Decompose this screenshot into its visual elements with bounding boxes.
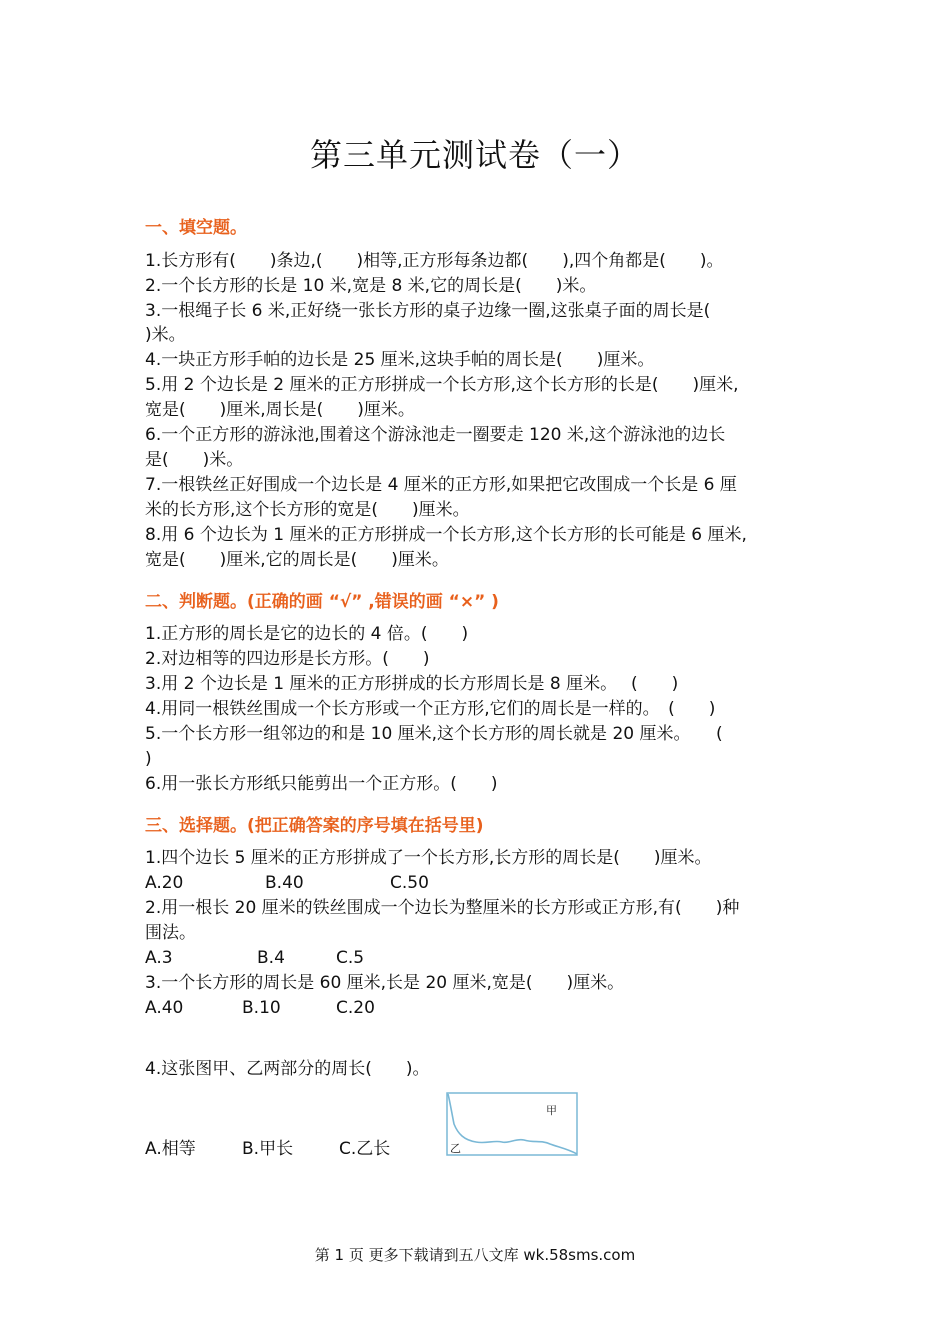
question-line: 2.一个长方形的长是 10 米,宽是 8 米,它的周长是( )米。	[145, 276, 597, 296]
perimeter-figure	[446, 1092, 578, 1156]
option-a: A.相等	[145, 1139, 196, 1159]
option-a: A.40	[145, 998, 184, 1018]
option-a: A.3	[145, 948, 173, 968]
question-line: 7.一根铁丝正好围成一个边长是 4 厘米的正方形,如果把它改围成一个长是 6 厘	[145, 475, 737, 495]
option-c: C.乙长	[339, 1139, 391, 1159]
question-line: 6.一个正方形的游泳池,围着这个游泳池走一圈要走 120 米,这个游泳池的边长	[145, 425, 726, 445]
option-b: B.40	[265, 873, 304, 893]
label-yi: 乙	[450, 1142, 461, 1155]
page-footer: 第 1 页 更多下载请到五八文库 wk.58sms.com	[314, 1246, 636, 1264]
question-line: 宽是( )厘米,周长是( )厘米。	[145, 400, 415, 420]
question-line: 5.用 2 个边长是 2 厘米的正方形拼成一个长方形,这个长方形的长是( )厘米,	[145, 375, 739, 395]
question-line: 是( )米。	[145, 450, 244, 470]
option-c: C.50	[390, 873, 429, 893]
page-title: 第三单元测试卷（一）	[309, 136, 640, 174]
question-line: 1.长方形有( )条边,( )相等,正方形每条边都( ),四个角都是( )。	[145, 251, 724, 271]
question-line: 3.一根绳子长 6 米,正好绕一张长方形的桌子边缘一圈,这张桌子面的周长是(	[145, 301, 711, 321]
question-line: 4.这张图甲、乙两部分的周长( )。	[145, 1059, 430, 1079]
question-line: 8.用 6 个边长为 1 厘米的正方形拼成一个长方形,这个长方形的长可能是 6 厘米,	[145, 525, 747, 545]
label-jia: 甲	[546, 1104, 557, 1117]
question-line: 2.对边相等的四边形是长方形。( )	[145, 649, 430, 669]
option-c: C.20	[336, 998, 375, 1018]
question-line: )	[145, 749, 152, 769]
section-heading-multiple-choice: 三、选择题。(把正确答案的序号填在括号里)	[145, 816, 484, 836]
question-line: 4.一块正方形手帕的边长是 25 厘米,这块手帕的周长是( )厘米。	[145, 350, 655, 370]
option-b: B.甲长	[242, 1139, 294, 1159]
question-line: 2.用一根长 20 厘米的铁丝围成一个边长为整厘米的长方形或正方形,有( )种	[145, 898, 740, 918]
question-line: )米。	[145, 325, 186, 345]
question-line: 1.正方形的周长是它的边长的 4 倍。( )	[145, 624, 469, 644]
question-line: 围法。	[145, 923, 196, 943]
question-line: 宽是( )厘米,它的周长是( )厘米。	[145, 550, 449, 570]
option-a: A.20	[145, 873, 184, 893]
section-heading-true-false: 二、判断题。(正确的画 “√” ,错误的画 “×” )	[145, 592, 499, 612]
option-b: B.10	[242, 998, 281, 1018]
question-line: 4.用同一根铁丝围成一个长方形或一个正方形,它们的周长是一样的。 ( )	[145, 699, 716, 719]
question-line: 5.一个长方形一组邻边的和是 10 厘米,这个长方形的周长就是 20 厘米。 (	[145, 724, 723, 744]
question-line: 1.四个边长 5 厘米的正方形拼成了一个长方形,长方形的周长是( )厘米。	[145, 848, 712, 868]
option-b: B.4	[257, 948, 285, 968]
question-line: 3.一个长方形的周长是 60 厘米,长是 20 厘米,宽是( )厘米。	[145, 973, 625, 993]
question-line: 米的长方形,这个长方形的宽是( )厘米。	[145, 500, 470, 520]
section-heading-fill-in: 一、填空题。	[145, 218, 247, 238]
question-line: 3.用 2 个边长是 1 厘米的正方形拼成的长方形周长是 8 厘米。 ( )	[145, 674, 679, 694]
option-c: C.5	[336, 948, 365, 968]
question-line: 6.用一张长方形纸只能剪出一个正方形。( )	[145, 774, 498, 794]
